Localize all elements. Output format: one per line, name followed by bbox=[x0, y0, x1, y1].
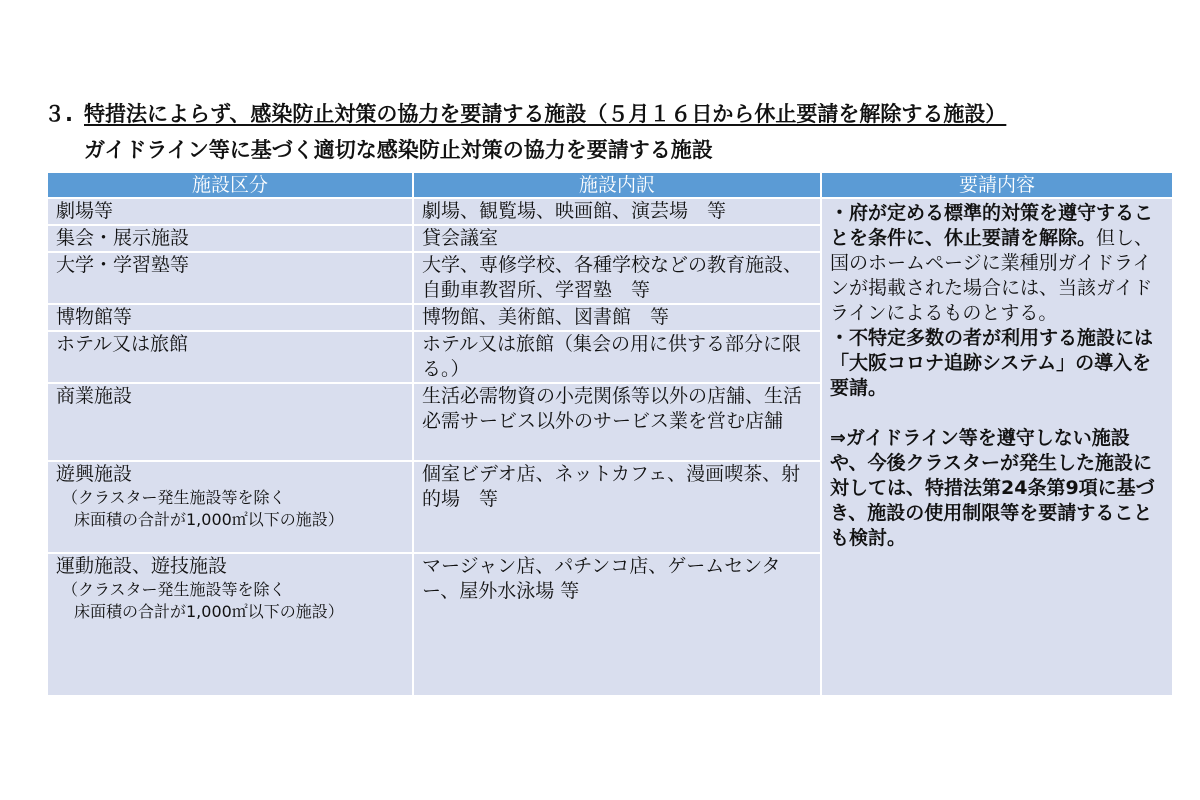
heading-number: ３. bbox=[44, 102, 73, 126]
header-request: 要請内容 bbox=[822, 173, 1172, 199]
header-detail: 施設内訳 bbox=[414, 173, 822, 199]
heading-title: 特措法によらず、感染防止対策の協力を要請する施設（５月１６日から休止要請を解除する施設） bbox=[84, 102, 1007, 126]
detail-cell: ホテル又は旅館（集会の用に供する部分に限る。） bbox=[414, 332, 822, 384]
category-cell: 劇場等 bbox=[48, 199, 414, 226]
request-cell bbox=[822, 199, 1172, 697]
category-cell: 博物館等 bbox=[48, 305, 414, 332]
detail-cell: 大学、専修学校、各種学校などの教育施設、自動車教習所、学習塾 等 bbox=[414, 253, 822, 305]
category-note-1: （クラスター発生施設等を除く bbox=[62, 488, 286, 507]
category-note-2: 床面積の合計が1,000㎡以下の施設） bbox=[74, 510, 344, 529]
category-cell: 商業施設 bbox=[48, 384, 414, 462]
detail-cell: 博物館、美術館、図書館 等 bbox=[414, 305, 822, 332]
category-note-1: （クラスター発生施設等を除く bbox=[62, 580, 286, 599]
category-cell: ホテル又は旅館 bbox=[48, 332, 414, 384]
category-cell bbox=[48, 554, 414, 697]
detail-cell: 個室ビデオ店、ネットカフェ、漫画喫茶、射的場 等 bbox=[414, 462, 822, 554]
request-paragraph-3: ⇒ガイドライン等を遵守しない施設や、今後クラスターが発生した施設に対しては、特措法第24条第9項に基づき、施設の使用制限等を要請することも検討。 bbox=[830, 427, 1155, 549]
detail-cell: 生活必需物資の小売関係等以外の店舗、生活必需サービス以外のサービス業を営む店舗 bbox=[414, 384, 822, 462]
category-cell: 大学・学習塾等 bbox=[48, 253, 414, 305]
heading-line-1 bbox=[44, 100, 1084, 128]
table-header-row bbox=[48, 173, 1172, 199]
category-label: 遊興施設 bbox=[56, 463, 133, 485]
request-spacer bbox=[830, 401, 1166, 426]
detail-cell: 劇場、観覧場、映画館、演芸場 等 bbox=[414, 199, 822, 226]
detail-cell: 貸会議室 bbox=[414, 226, 822, 253]
detail-cell: マージャン店、パチンコ店、ゲームセンター、屋外水泳場 等 bbox=[414, 554, 822, 697]
request-paragraph-2: ・不特定多数の者が利用する施設には「大阪コロナ追跡システム」の導入を要請。 bbox=[830, 327, 1154, 399]
heading-line-2: ガイドライン等に基づく適切な感染防止対策の協力を要請する施設 bbox=[84, 138, 713, 162]
category-cell bbox=[48, 462, 414, 554]
table-row bbox=[48, 199, 1172, 226]
category-label: 運動施設、遊技施設 bbox=[56, 555, 228, 577]
category-cell: 集会・展示施設 bbox=[48, 226, 414, 253]
facility-table bbox=[48, 173, 1172, 697]
header-category: 施設区分 bbox=[48, 173, 414, 199]
category-note-2: 床面積の合計が1,000㎡以下の施設） bbox=[74, 602, 344, 621]
request-paragraph-1: ・府が定める標準的対策を遵守することを条件に、休止要請を解除。但し、国のホームページに業種別ガイドラインが掲載された場合には、当該ガイドラインによるものとする。 bbox=[830, 202, 1154, 324]
